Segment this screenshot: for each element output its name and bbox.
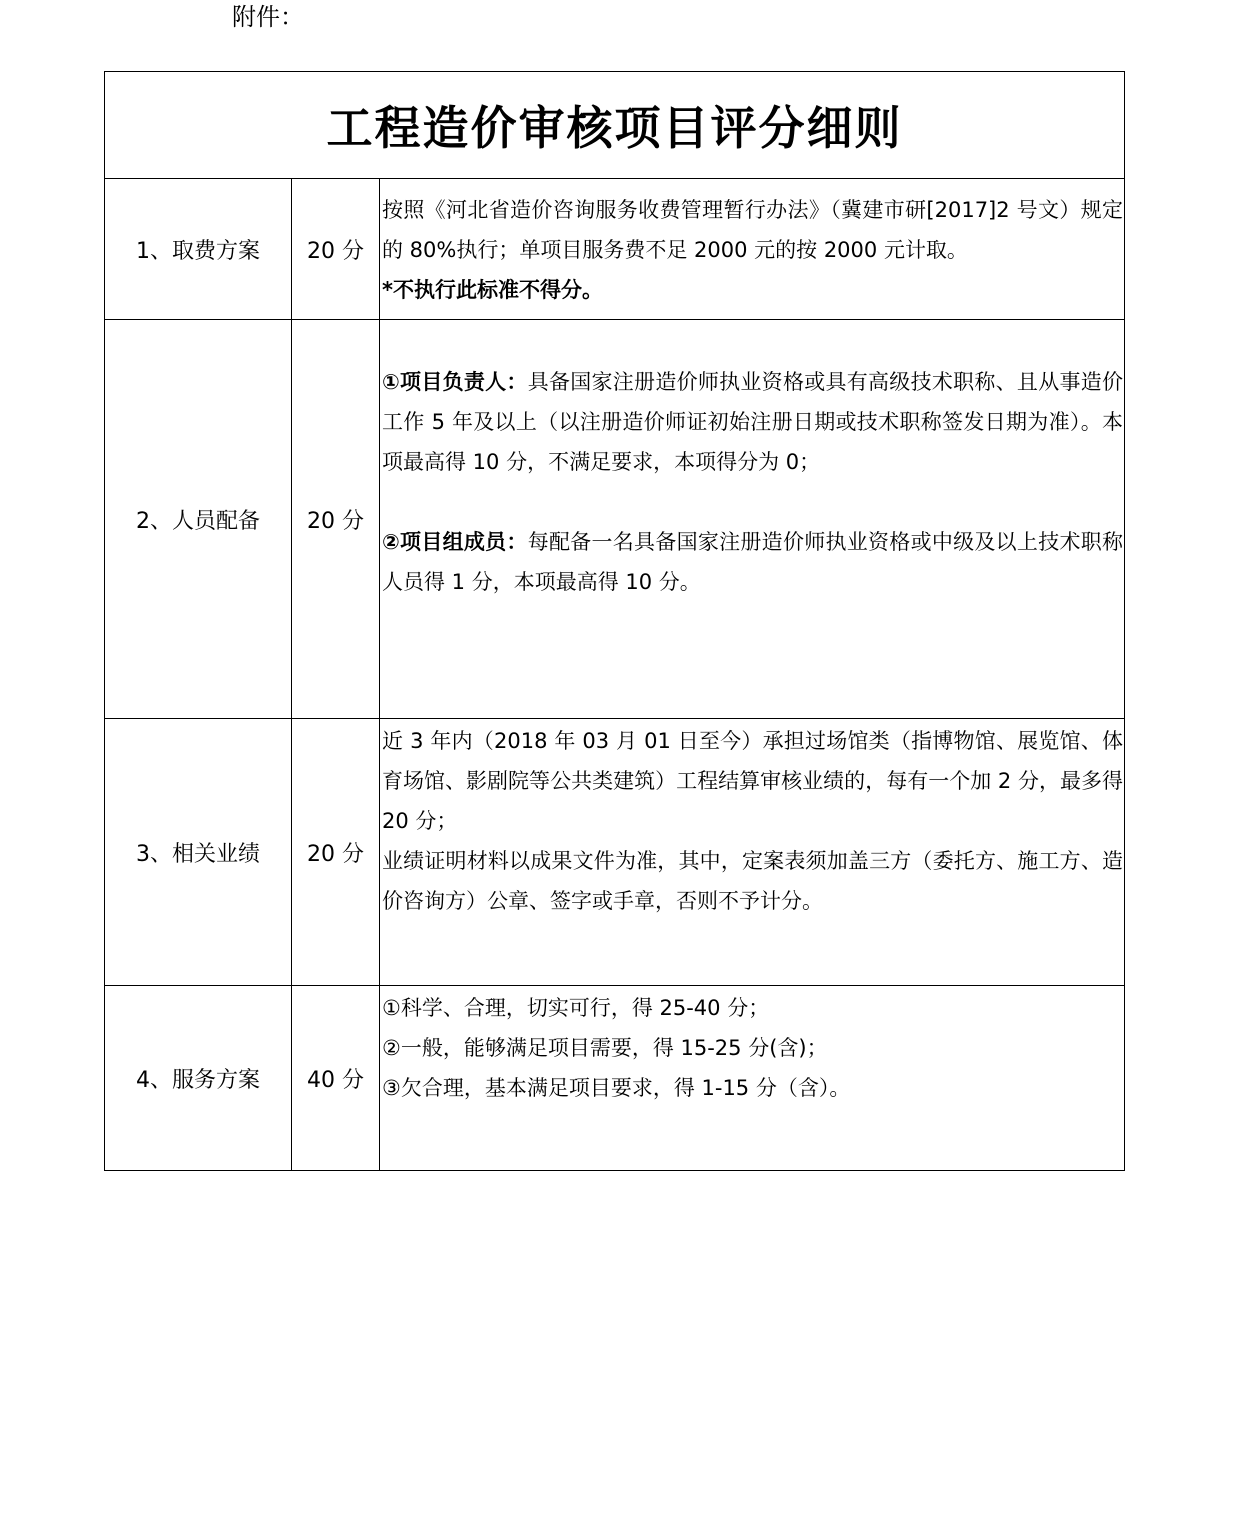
item-name: 1、取费方案 [105,179,292,320]
table-row-staffing [105,320,1125,719]
performance-rule: 近 3 年内（2018 年 03 月 01 日至今）承担过场馆类（指博物馆、展览馆、体育场馆、影剧院等公共类建筑）工程结算审核业绩的，每有一个加 2 分，最多得 20 分； [382,729,1124,833]
project-lead-text: 具备国家注册造价师执业资格或具有高级技术职称、且从事造价工作 5 年及以上（以注册造价师证初始注册日期或技术职称签发日期为准）。本项最高得 10 分，不满足要求，本项得分为 0； [382,370,1124,474]
item-description [380,719,1125,986]
service-plan-tier-2: ②一般，能够满足项目需要，得 15-25 分(含)； [382,1036,828,1060]
team-member-label: ②项目组成员： [382,530,528,554]
table-row-service-plan [105,986,1125,1171]
performance-evidence: 业绩证明材料以成果文件为准，其中，定案表须加盖三方（委托方、施工方、造价咨询方）公章、签字或手章，否则不予计分。 [382,849,1124,913]
team-member-criteria [382,522,1123,602]
fee-plan-note: *不执行此标准不得分。 [382,278,603,302]
item-description [380,320,1125,719]
item-score: 20 分 [292,320,380,719]
table-title: 工程造价审核项目评分细则 [105,72,1125,179]
table-row-performance [105,719,1125,986]
table-row-fee-plan [105,179,1125,320]
item-name: 3、相关业绩 [105,719,292,986]
project-lead-label: ①项目负责人： [382,370,528,394]
scoring-table [104,71,1125,1171]
team-member-text: 每配备一名具备国家注册造价师执业资格或中级及以上技术职称人员得 1 分，本项最高得 10 分。 [382,530,1124,594]
attachment-label: 附件： [232,3,304,31]
fee-plan-rule: 按照《河北省造价咨询服务收费管理暂行办法》（冀建市研[2017]2 号文）规定的 80%执行；单项目服务费不足 2000 元的按 2000 元计取。 [382,198,1124,262]
item-score: 40 分 [292,986,380,1171]
item-description [380,179,1125,320]
project-lead-criteria [382,362,1123,482]
item-description [380,986,1125,1171]
item-name: 4、服务方案 [105,986,292,1171]
item-score: 20 分 [292,719,380,986]
service-plan-tier-1: ①科学、合理，切实可行，得 25-40 分； [382,996,770,1020]
item-name: 2、人员配备 [105,320,292,719]
item-score: 20 分 [292,179,380,320]
service-plan-tier-3: ③欠合理，基本满足项目要求，得 1-15 分（含）。 [382,1076,851,1100]
title-row [105,72,1125,179]
